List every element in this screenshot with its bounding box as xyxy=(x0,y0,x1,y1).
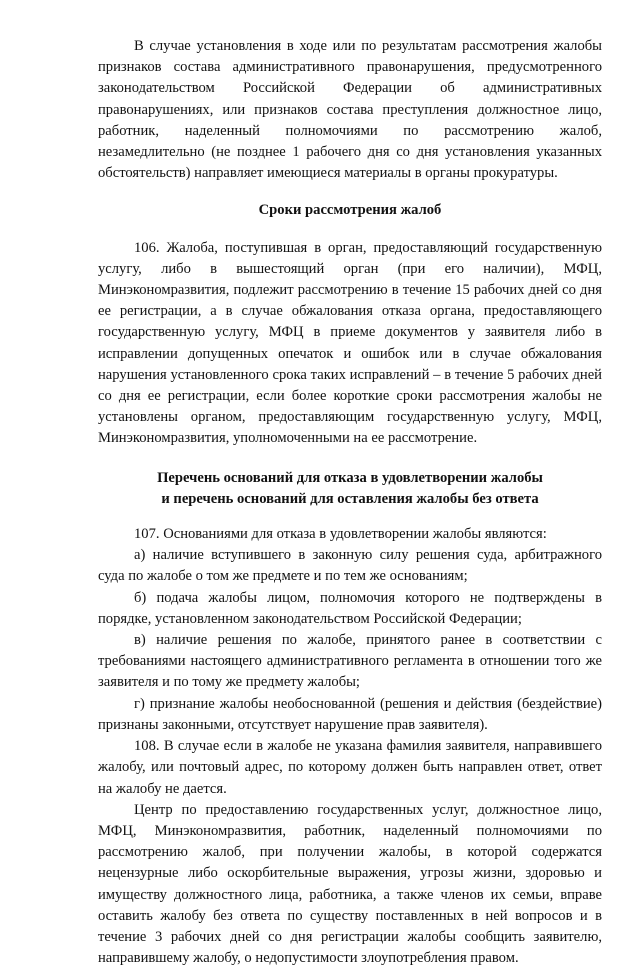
heading-line-2: и перечень оснований для оставления жалобы без ответа xyxy=(161,490,539,507)
document-page xyxy=(98,36,602,969)
section-heading-grounds xyxy=(98,468,602,510)
paragraph-106: 106. Жалоба, поступившая в орган, предоставляющий государственную услугу, либо в вышестоящий орган (при его наличии), МФЦ, Минэкономразвития, подлежит рассмотрению в течение 15 рабочих дней со дня ее регистрации, а в случае обжалования отказа органа, предоставляющего государственную услугу, МФЦ в приеме документов у заявителя либо в исправлении допущенных опечаток и ошибок или в случае обжалования нарушения установленного срока таких исправлений – в течение 5 рабочих дней со дня ее регистрации, если более короткие сроки рассмотрения жалобы не установлены органом, предоставляющим государственную услугу, МФЦ, Минэкономразвития, уполномоченными на ее рассмотрение. xyxy=(98,239,602,447)
list-item-g: г) признание жалобы необоснованной (решения и действия (бездействие) признаны законными, отсутствует нарушение прав заявителя). xyxy=(98,695,602,733)
section-heading-terms: Сроки рассмотрения жалоб xyxy=(258,202,442,219)
list-item-a: а) наличие вступившего в законную силу решения суда, арбитражного суда по жалобе о том же предмете и по тем же основаниям; xyxy=(98,547,602,585)
intro-paragraph: В случае установления в ходе или по результатам рассмотрения жалобы признаков состава административного правонарушения, предусмотренного законодательством Российской Федерации об административных правонарушениях, или признаков состава преступления должностное лицо, работник, наделенный полномочиями по рассмотрению жалоб, незамедлительно (не позднее 1 рабочего дня со дня установления указанных обстоятельств) направляет имеющиеся материалы в органы прокуратуры. xyxy=(98,38,602,182)
paragraph-107: 107. Основаниями для отказа в удовлетворении жалобы являются: xyxy=(134,526,547,543)
list-item-b: б) подача жалобы лицом, полномочия которого не подтверждены в порядке, установленном законодательством Российской Федерации; xyxy=(98,589,602,627)
paragraph-center: Центр по предоставлению государственных услуг, должностное лицо, МФЦ, Минэкономразвития, работник, наделенный полномочиями по рассмотрению жалоб, при получении жалобы, в которой содержатся нецензурные либо оскорбительные выражения, угрозы жизни, здоровью и имуществу должностного лица, работника, а также членов их семьи, вправе оставить жалобу без ответа по существу поставленных в ней вопросов и в течение 3 рабочих дней со дня регистрации жалобы сообщить заявителю, направившему жалобу, о недопустимости злоупотребления правом. xyxy=(98,801,602,967)
heading-line-1: Перечень оснований для отказа в удовлетворении жалобы xyxy=(157,469,543,486)
list-item-v: в) наличие решения по жалобе, принятого ранее в соответствии с требованиями настоящего административного регламента в отношении того же заявителя и по тому же предмету жалобы; xyxy=(98,632,602,691)
paragraph-108: 108. В случае если в жалобе не указана фамилия заявителя, направившего жалобу, или почтовый адрес, по которому должен быть направлен ответ, ответ на жалобу не дается. xyxy=(98,738,602,797)
